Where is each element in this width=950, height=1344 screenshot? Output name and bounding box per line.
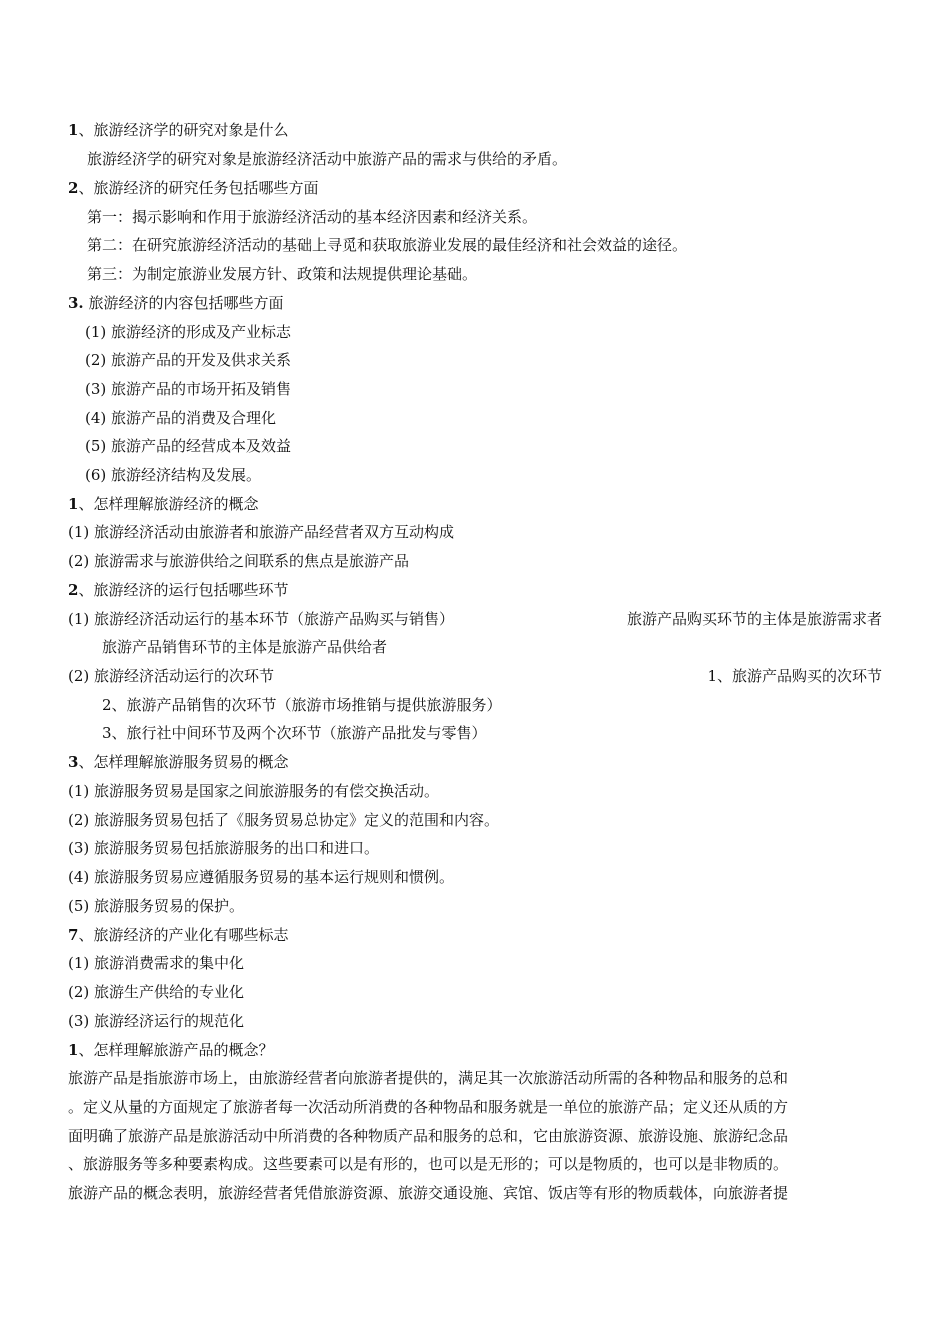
list-item: 3、旅行社中间环节及两个次环节（旅游产品批发与零售） — [102, 724, 487, 742]
list-item: 2、旅游产品销售的次环节（旅游市场推销与提供旅游服务） — [102, 696, 502, 714]
paragraph-line: 旅游产品是指旅游市场上，由旅游经营者向旅游者提供的，满足其一次旅游活动所需的各种物品和服务的总和 — [68, 1069, 789, 1087]
paragraph-line: 面明确了旅游产品是旅游活动中所消费的各种物质产品和服务的总和，它由旅游资源、旅游设施、旅游纪念品 — [68, 1127, 789, 1145]
list-item: (1) 旅游经济活动运行的基本环节（旅游产品购买与销售） — [68, 610, 455, 628]
list-item: (4) 旅游产品的消费及合理化 — [85, 409, 277, 427]
list-item: (5) 旅游产品的经营成本及效益 — [85, 437, 292, 455]
answer-text: 旅游经济学的研究对象是旅游经济活动中旅游产品的需求与供给的矛盾。 — [87, 150, 568, 168]
list-item-right: 1、旅游产品购买的次环节 — [707, 667, 882, 685]
paragraph-line: 、旅游服务等多种要素构成。这些要素可以是有形的，也可以是无形的；可以是物质的，也可以是非物质的。 — [68, 1155, 789, 1173]
paragraph-line: 旅游产品的概念表明，旅游经营者凭借旅游资源、旅游交通设施、宾馆、饭店等有形的物质载体，向旅游者提 — [68, 1184, 789, 1202]
list-item: (1) 旅游经济的形成及产业标志 — [85, 323, 292, 341]
list-item: (2) 旅游服务贸易包括了《服务贸易总协定》定义的范围和内容。 — [68, 811, 500, 829]
list-item: 第三：为制定旅游业发展方针、政策和法规提供理论基础。 — [87, 265, 478, 283]
list-item: (2) 旅游需求与旅游供给之间联系的焦点是旅游产品 — [68, 552, 410, 570]
question-heading: 1、怎样理解旅游经济的概念 — [68, 495, 259, 513]
list-item: (1) 旅游消费需求的集中化 — [68, 954, 245, 972]
list-item: (2) 旅游经济活动运行的次环节 — [68, 667, 275, 685]
list-item-right: 旅游产品购买环节的主体是旅游需求者 — [626, 610, 882, 628]
list-item: (3) 旅游服务贸易包括旅游服务的出口和进口。 — [68, 839, 380, 857]
question-heading: 7、旅游经济的产业化有哪些标志 — [68, 926, 289, 944]
list-item: 第二：在研究旅游经济活动的基础上寻觅和获取旅游业发展的最佳经济和社会效益的途径。 — [87, 236, 688, 254]
question-heading: 2、旅游经济的研究任务包括哪些方面 — [68, 179, 319, 197]
question-heading: 1、怎样理解旅游产品的概念？ — [68, 1041, 274, 1059]
list-item: 第一：揭示影响和作用于旅游经济活动的基本经济因素和经济关系。 — [87, 208, 538, 226]
list-item: (3) 旅游产品的市场开拓及销售 — [85, 380, 292, 398]
list-item: (6) 旅游经济结构及发展。 — [85, 466, 262, 484]
question-heading: 3. 旅游经济的内容包括哪些方面 — [68, 294, 284, 312]
list-item: (2) 旅游生产供给的专业化 — [68, 983, 245, 1001]
list-item: (4) 旅游服务贸易应遵循服务贸易的基本运行规则和惯例。 — [68, 868, 455, 886]
question-heading: 3、怎样理解旅游服务贸易的概念 — [68, 753, 289, 771]
question-heading: 1、旅游经济学的研究对象是什么 — [68, 121, 289, 139]
list-item: (3) 旅游经济运行的规范化 — [68, 1012, 245, 1030]
list-item: (5) 旅游服务贸易的保护。 — [68, 897, 245, 915]
list-item: 旅游产品销售环节的主体是旅游产品供给者 — [102, 638, 388, 656]
paragraph-line: 。定义从量的方面规定了旅游者每一次活动所消费的各种物品和服务就是一单位的旅游产品；定义还从质的方 — [68, 1098, 789, 1116]
list-item: (1) 旅游经济活动由旅游者和旅游产品经营者双方互动构成 — [68, 523, 455, 541]
list-item: (1) 旅游服务贸易是国家之间旅游服务的有偿交换活动。 — [68, 782, 440, 800]
list-item: (2) 旅游产品的开发及供求关系 — [85, 351, 292, 369]
question-heading: 2、旅游经济的运行包括哪些环节 — [68, 581, 289, 599]
